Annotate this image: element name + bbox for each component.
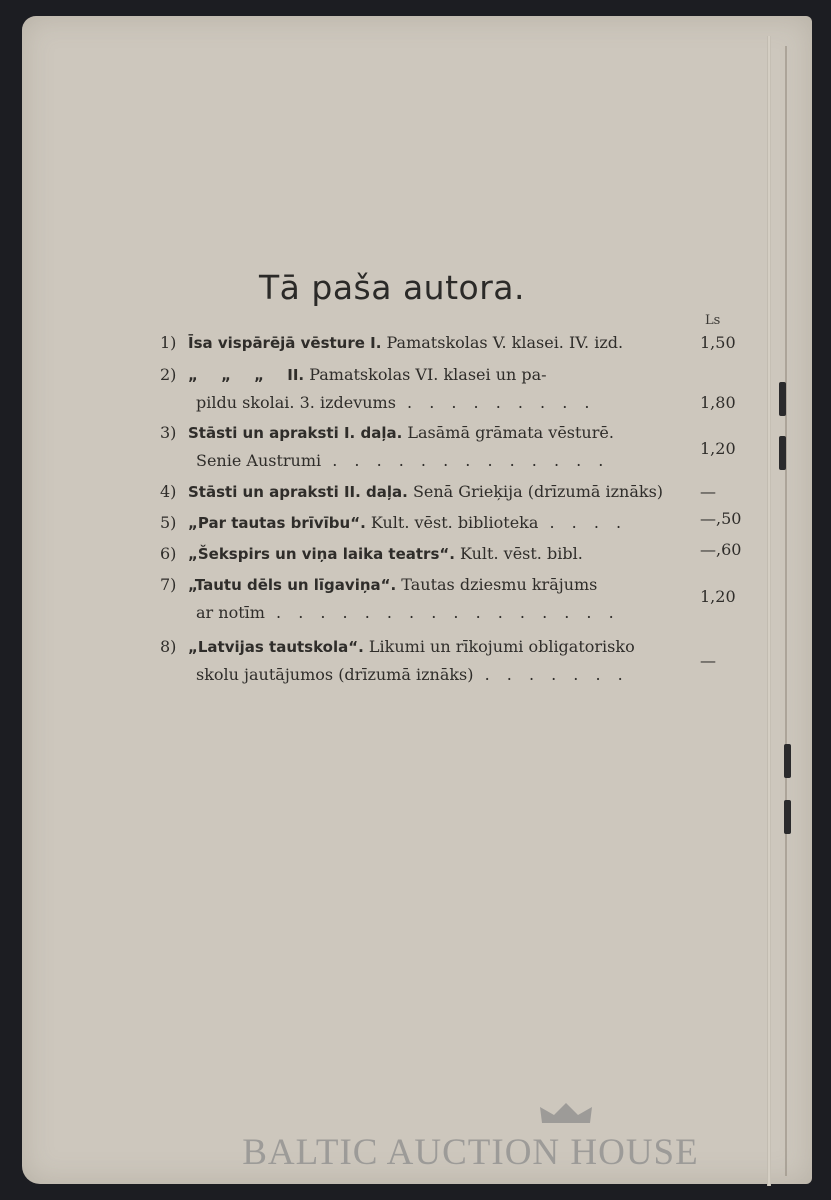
item-description: Senā Grieķija (drīzumā iznāks) [407, 482, 664, 501]
list-item [160, 419, 760, 475]
item-description: Tautas dziesmu krājums [396, 575, 598, 594]
item-description: Lasāmā grāmata vēsturē. [402, 423, 614, 442]
staple [779, 436, 786, 470]
list-item [160, 633, 760, 689]
item-title: Īsa vispārējā vēsture I. [188, 334, 382, 352]
item-price: — [700, 482, 716, 501]
item-title: „Šekspirs un viņa laika teatrs“. [188, 545, 455, 563]
staple [779, 382, 786, 416]
book-list [160, 329, 760, 689]
page-heading: Tā paša autora. [259, 268, 525, 307]
list-item [160, 509, 760, 537]
item-description-cont: skolu jautājumos (drīzumā iznāks) [196, 665, 474, 684]
list-item [160, 571, 760, 627]
list-item [160, 540, 760, 568]
item-price: 1,50 [700, 333, 736, 352]
item-description: Kult. vēst. biblioteka [365, 513, 539, 532]
item-title: „Tautu dēls un līgaviņa“. [188, 576, 397, 594]
item-description: Pamatskolas VI. klasei un pa- [304, 365, 547, 384]
item-title: Stāsti un apraksti II. daļa. [188, 483, 408, 501]
staple [784, 800, 791, 834]
item-number: 4) [160, 482, 177, 501]
item-number: 7) [160, 575, 177, 594]
list-item [160, 361, 760, 417]
item-number: 6) [160, 544, 177, 563]
item-price: —,50 [700, 509, 742, 528]
item-price: —,60 [700, 540, 742, 559]
spine-edge [767, 36, 771, 1186]
item-description: Likumi un rīkojumi obligatorisko [363, 637, 635, 656]
item-price: 1,80 [700, 393, 736, 412]
item-price: 1,20 [700, 587, 736, 606]
watermark-text: BALTIC AUCTION HOUSE [242, 1132, 699, 1173]
item-description-cont: ar notīm [196, 603, 265, 622]
item-description: Kult. vēst. bibl. [454, 544, 583, 563]
leader-dots: . . . . [538, 513, 628, 532]
leader-dots: . . . . . . . [473, 665, 629, 684]
item-number: 8) [160, 637, 177, 656]
item-description-cont: pildu skolai. 3. izdevums [196, 393, 396, 412]
crown-icon [538, 1101, 594, 1127]
fold-line [785, 46, 787, 1176]
item-title: „ „ „ II. [188, 366, 305, 384]
leader-dots: . . . . . . . . . [395, 393, 596, 412]
item-price: — [700, 651, 716, 670]
item-number: 3) [160, 423, 177, 442]
leader-dots: . . . . . . . . . . . . . . . . [264, 603, 620, 622]
currency-label: Ls [705, 313, 721, 328]
item-number: 1) [160, 333, 177, 352]
leader-dots: . . . . . . . . . . . . . [321, 451, 610, 470]
item-number: 5) [160, 513, 177, 532]
staple [784, 744, 791, 778]
item-description-cont: Senie Austrumi [196, 451, 322, 470]
book-back-cover [22, 16, 812, 1184]
list-item [160, 478, 760, 506]
item-number: 2) [160, 365, 177, 384]
item-price: 1,20 [700, 439, 736, 458]
list-item [160, 329, 760, 357]
item-title: „Par tautas brīvību“. [188, 514, 366, 532]
item-description: Pamatskolas V. klasei. IV. izd. [381, 333, 624, 352]
item-title: Stāsti un apraksti I. daļa. [188, 424, 403, 442]
item-title: „Latvijas tautskola“. [188, 638, 364, 656]
